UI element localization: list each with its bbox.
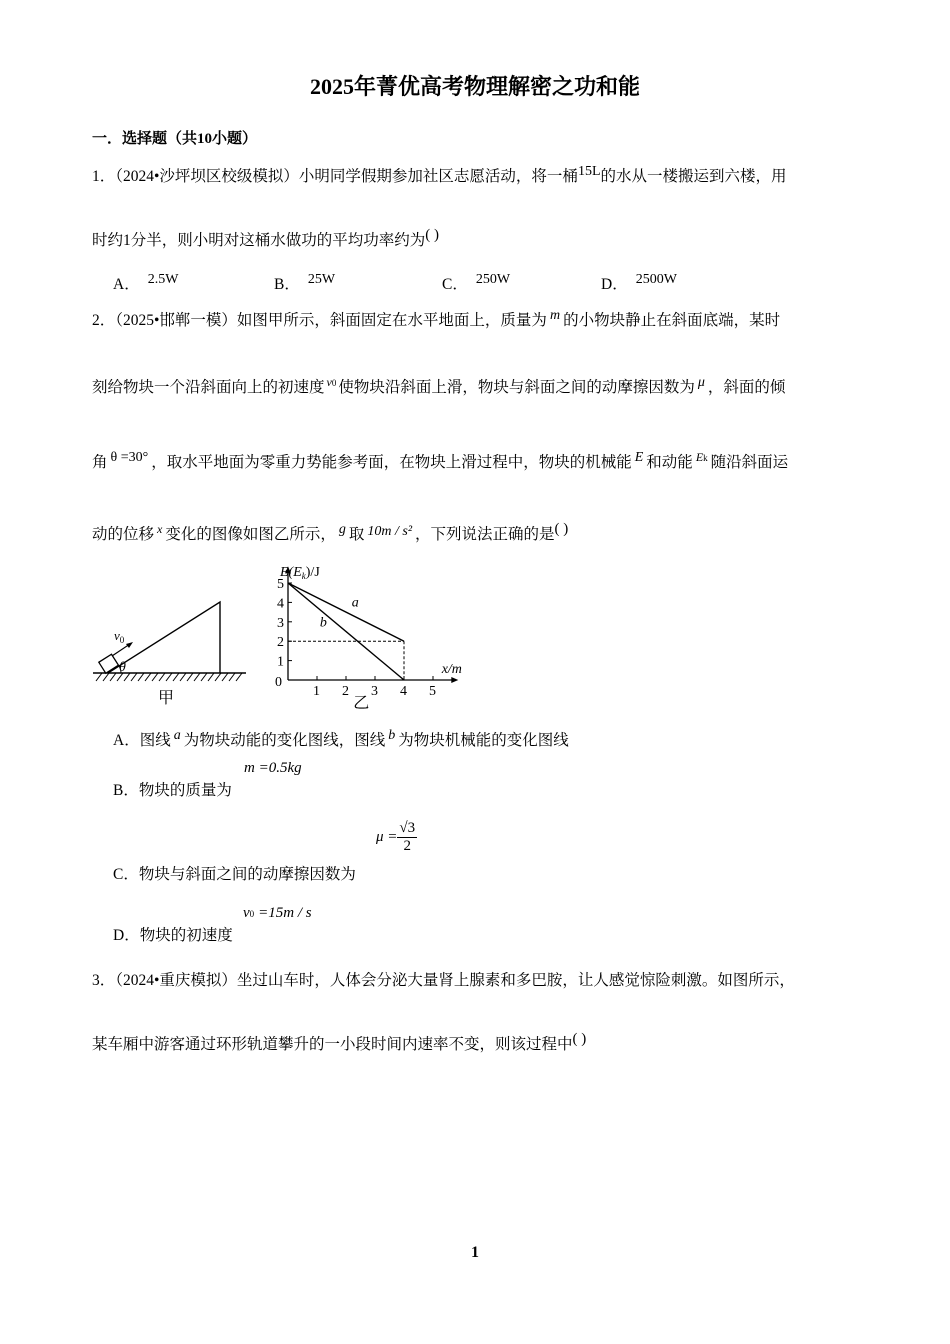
y-tick-label: 2 xyxy=(277,635,284,651)
page-number: 1 xyxy=(471,1244,479,1261)
option-value: 25W xyxy=(307,272,336,287)
q2-text: ，下列说法正确的是 xyxy=(415,526,555,543)
q3-text: 某车厢中游客通过环形轨道攀升的一小段时间内速率不变，则该过程中 xyxy=(92,1036,573,1053)
line-b-symbol: b xyxy=(388,728,396,743)
q2-text: 随沿斜面运 xyxy=(710,454,789,471)
q2-option-d[interactable] xyxy=(113,923,233,945)
q2-mu-symbol: μ xyxy=(697,375,705,390)
mu-equals: μ = xyxy=(376,829,398,845)
q2-text: 变化的图像如图乙所示， xyxy=(165,526,336,543)
q2-text: 和动能 xyxy=(646,454,693,471)
q2-text: ，取水平地面为零重力势能参考面，在物块上滑过程中，物块的机械能 xyxy=(151,454,632,471)
figure-energy-graph xyxy=(270,560,480,712)
q1-text: 1．（2024•沙坪坝区校级模拟）小明同学假期参加社区志愿活动，将一桶 xyxy=(92,168,578,185)
q2-line1 xyxy=(92,308,780,330)
y-tick-label: 4 xyxy=(277,596,284,612)
q1-line1 xyxy=(92,164,787,186)
option-label: D． xyxy=(601,276,628,293)
x-tick-label: 5 xyxy=(429,684,436,699)
series-line-b xyxy=(288,583,404,680)
v0-label: $v_0$ xyxy=(114,628,125,645)
answer-parentheses: ( ) xyxy=(572,1031,587,1047)
option-text: A．图线 xyxy=(113,732,171,749)
y-axis-label: $E(E_k)/J$ xyxy=(280,565,320,581)
q2-text: 刻给物块一个沿斜面向上的初速度 xyxy=(92,379,325,396)
q2-text: ，斜面的倾 xyxy=(707,379,786,396)
q2-option-a[interactable] xyxy=(113,728,569,750)
v-subscript: 0 xyxy=(249,909,255,919)
q2-angle: θ =30° xyxy=(110,450,149,465)
v-symbol: v xyxy=(243,905,250,921)
q1-option-d[interactable] xyxy=(601,272,677,294)
q2-option-c[interactable] xyxy=(113,862,356,884)
figure-caption-yi: 乙 xyxy=(353,695,370,712)
q2-line3 xyxy=(92,450,788,472)
denominator: 2 xyxy=(403,838,412,854)
k-subscript: k xyxy=(703,453,708,463)
option-text: 为物块动能的变化图线，图线 xyxy=(183,732,386,749)
ground-hatching xyxy=(96,673,242,681)
q1-line2 xyxy=(92,228,439,250)
option-value: 250W xyxy=(475,272,511,287)
origin-label: 0 xyxy=(275,675,282,690)
v-symbol: v xyxy=(326,375,332,389)
q2-text: 使物块沿斜面上滑，物块与斜面之间的动摩擦因数为 xyxy=(338,379,695,396)
q2-line4 xyxy=(92,522,568,544)
arrow-head xyxy=(126,642,133,648)
E-symbol: E xyxy=(695,450,704,464)
q2-text: 的小物块静止在斜面底端，某时 xyxy=(563,312,781,329)
q2-Ek-symbol xyxy=(696,448,708,465)
line-a-symbol: a xyxy=(173,728,181,743)
option-label: C． xyxy=(442,276,468,293)
x-tick-label: 1 xyxy=(313,684,320,699)
y-tick-label: 1 xyxy=(277,654,284,670)
q2-v0-symbol xyxy=(327,373,337,390)
option-text: 为物块机械能的变化图线 xyxy=(398,732,569,749)
figure-caption-jia: 甲 xyxy=(158,690,175,707)
q3-line2 xyxy=(92,1032,586,1054)
q2-E-symbol: E xyxy=(634,450,644,465)
page-title: 2025年菁优高考物理解密之功和能 xyxy=(309,74,640,99)
q1-volume: 15L xyxy=(577,164,601,179)
answer-parentheses: ( ) xyxy=(554,521,569,537)
q2-text: 2．（2025•邯郸一模）如图甲所示，斜面固定在水平地面上，质量为 xyxy=(92,312,547,329)
option-value: 2500W xyxy=(635,272,677,287)
q1-option-a[interactable] xyxy=(113,272,178,294)
q1-text: 的水从一楼搬运到六楼，用 xyxy=(600,168,787,185)
q1-option-c[interactable] xyxy=(442,272,510,294)
theta-label: θ xyxy=(119,660,126,675)
y-tick-label: 3 xyxy=(277,615,284,631)
fraction xyxy=(397,820,417,855)
q2-g-symbol: g xyxy=(338,522,346,537)
q2-line2 xyxy=(92,375,785,397)
y-tick-label: 5 xyxy=(277,577,284,592)
q2-mass-symbol: m xyxy=(549,308,561,323)
x-tick-label: 3 xyxy=(371,684,378,699)
option-text: B．物块的质量为 xyxy=(113,782,232,799)
section-heading: 一．选择题（共10小题） xyxy=(92,131,258,147)
q2-text: 取 xyxy=(348,526,365,543)
q2-x-symbol: x xyxy=(157,522,163,536)
q2-option-c-math xyxy=(376,820,417,855)
q1-text: 时约1分半，则小明对这桶水做功的平均功率约为 xyxy=(92,232,426,249)
option-label: B． xyxy=(274,276,300,293)
q1-option-b[interactable] xyxy=(274,272,335,294)
answer-parentheses: ( ) xyxy=(425,227,440,243)
figure-incline xyxy=(88,595,253,710)
series-label-a: a xyxy=(351,595,359,611)
option-text: C．物块与斜面之间的动摩擦因数为 xyxy=(113,866,356,883)
v-subscript: 0 xyxy=(331,378,337,388)
q2-text: 角 xyxy=(92,454,108,471)
x-axis-label: x/m xyxy=(441,662,462,677)
option-value: 2.5W xyxy=(147,272,179,287)
x-axis-arrow xyxy=(451,677,458,683)
x-tick-label: 2 xyxy=(342,684,349,699)
graph-content xyxy=(275,565,462,712)
velocity-value: =15m / s xyxy=(258,905,312,921)
q2-option-b-math: m =0.5kg xyxy=(244,760,302,776)
option-text: D．物块的初速度 xyxy=(113,927,233,944)
block xyxy=(99,654,119,673)
q2-option-b[interactable] xyxy=(113,778,232,800)
x-tick-label: 4 xyxy=(400,684,407,699)
series-line-a xyxy=(288,583,404,641)
q2-text: 动的位移 xyxy=(92,526,155,543)
series-label-b: b xyxy=(319,615,327,631)
q3-line1: 3．（2024•重庆模拟）坐过山车时，人体会分泌大量肾上腺素和多巴胺，让人感觉惊险刺激。如图所示， xyxy=(92,972,795,989)
velocity-arrow xyxy=(112,644,130,656)
option-label: A． xyxy=(113,276,140,293)
q2-g-value: 10m / s² xyxy=(367,524,413,539)
numerator: √3 xyxy=(399,820,416,836)
q2-option-d-math xyxy=(243,905,312,922)
